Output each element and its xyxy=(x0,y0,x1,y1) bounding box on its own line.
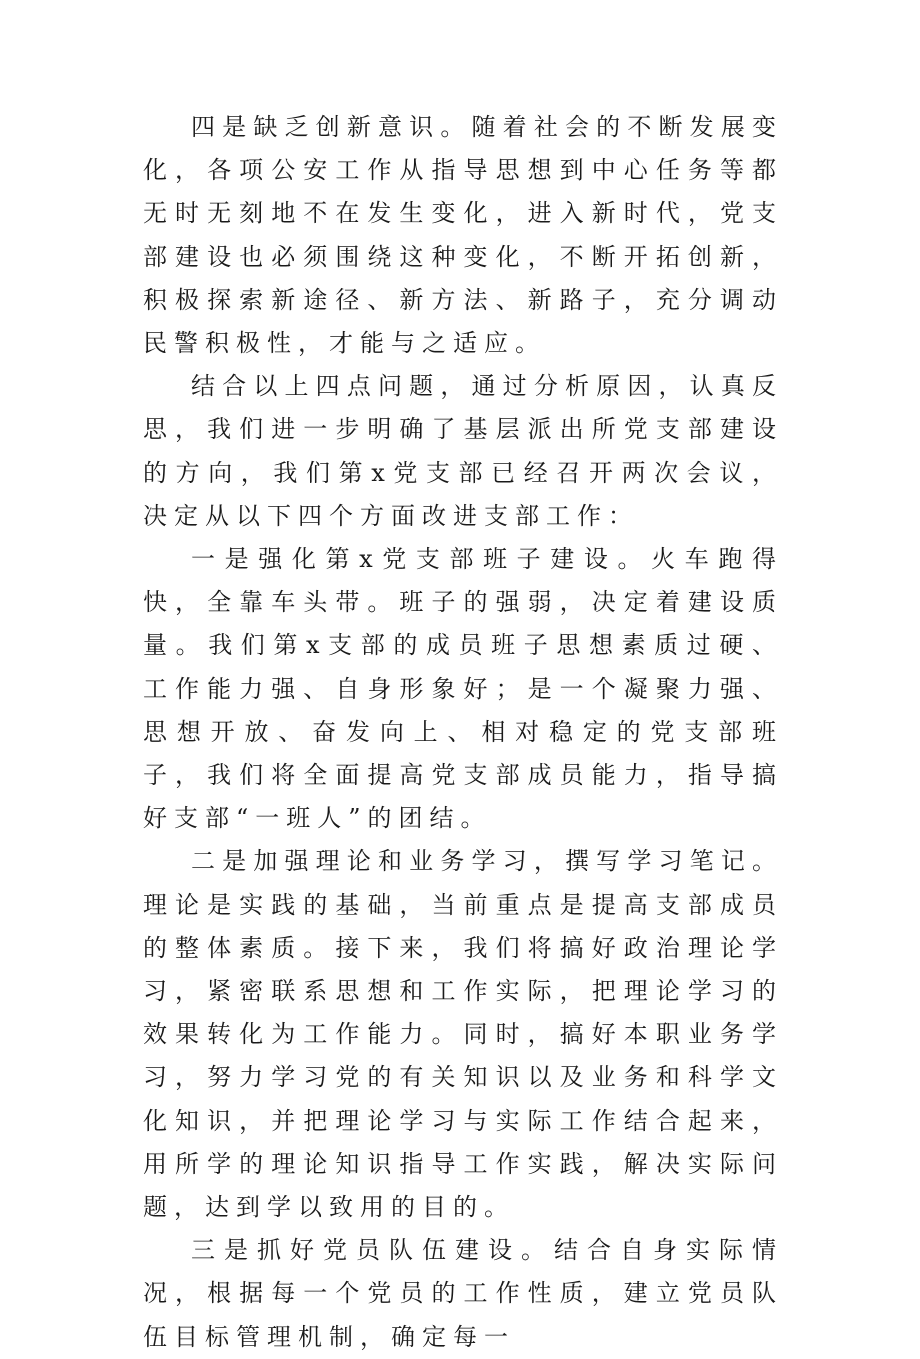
paragraph-theory-study: 二是加强理论和业务学习，撰写学习笔记。理论是实践的基础，当前重点是提高支部成员的整体素质。接下来，我们将搞好政治理论学习，紧密联系思想和工作实际，把理论学习的效果转化为工作能力。同时，搞好本职业务学习，努力学习党的有关知识以及业务和科学文化知识，并把理论学习与实际工作结合起来，用所学的理论知识指导工作实践，解决实际问题，达到学以致用的目的。 xyxy=(143,847,783,1222)
document-body xyxy=(143,106,783,1359)
paragraph-leadership-building: 一是强化第x党支部班子建设。火车跑得快，全靠车头带。班子的强弱，决定着建设质量。我们第x支部的成员班子思想素质过硬、工作能力强、自身形象好；是一个凝聚力强、思想开放、奋发向上、相对稳定的党支部班子，我们将全面提高党支部成员能力，指导搞好支部“一班人”的团结。 xyxy=(143,545,783,833)
paragraph-member-team-building: 三是抓好党员队伍建设。结合自身实际情况，根据每一个党员的工作性质，建立党员队伍目标管理机制，确定每一 xyxy=(143,1236,783,1351)
paragraph-innovation-awareness: 四是缺乏创新意识。随着社会的不断发展变化，各项公安工作从指导思想到中心任务等都无时无刻地不在发生变化，进入新时代，党支部建设也必须围绕这种变化，不断开拓创新，积极探索新途径、新方法、新路子，充分调动民警积极性，才能与之适应。 xyxy=(143,113,783,358)
paragraph-summary-improvement: 结合以上四点问题，通过分析原因，认真反思，我们进一步明确了基层派出所党支部建设的方向，我们第x党支部已经召开两次会议，决定从以下四个方面改进支部工作： xyxy=(143,372,783,530)
